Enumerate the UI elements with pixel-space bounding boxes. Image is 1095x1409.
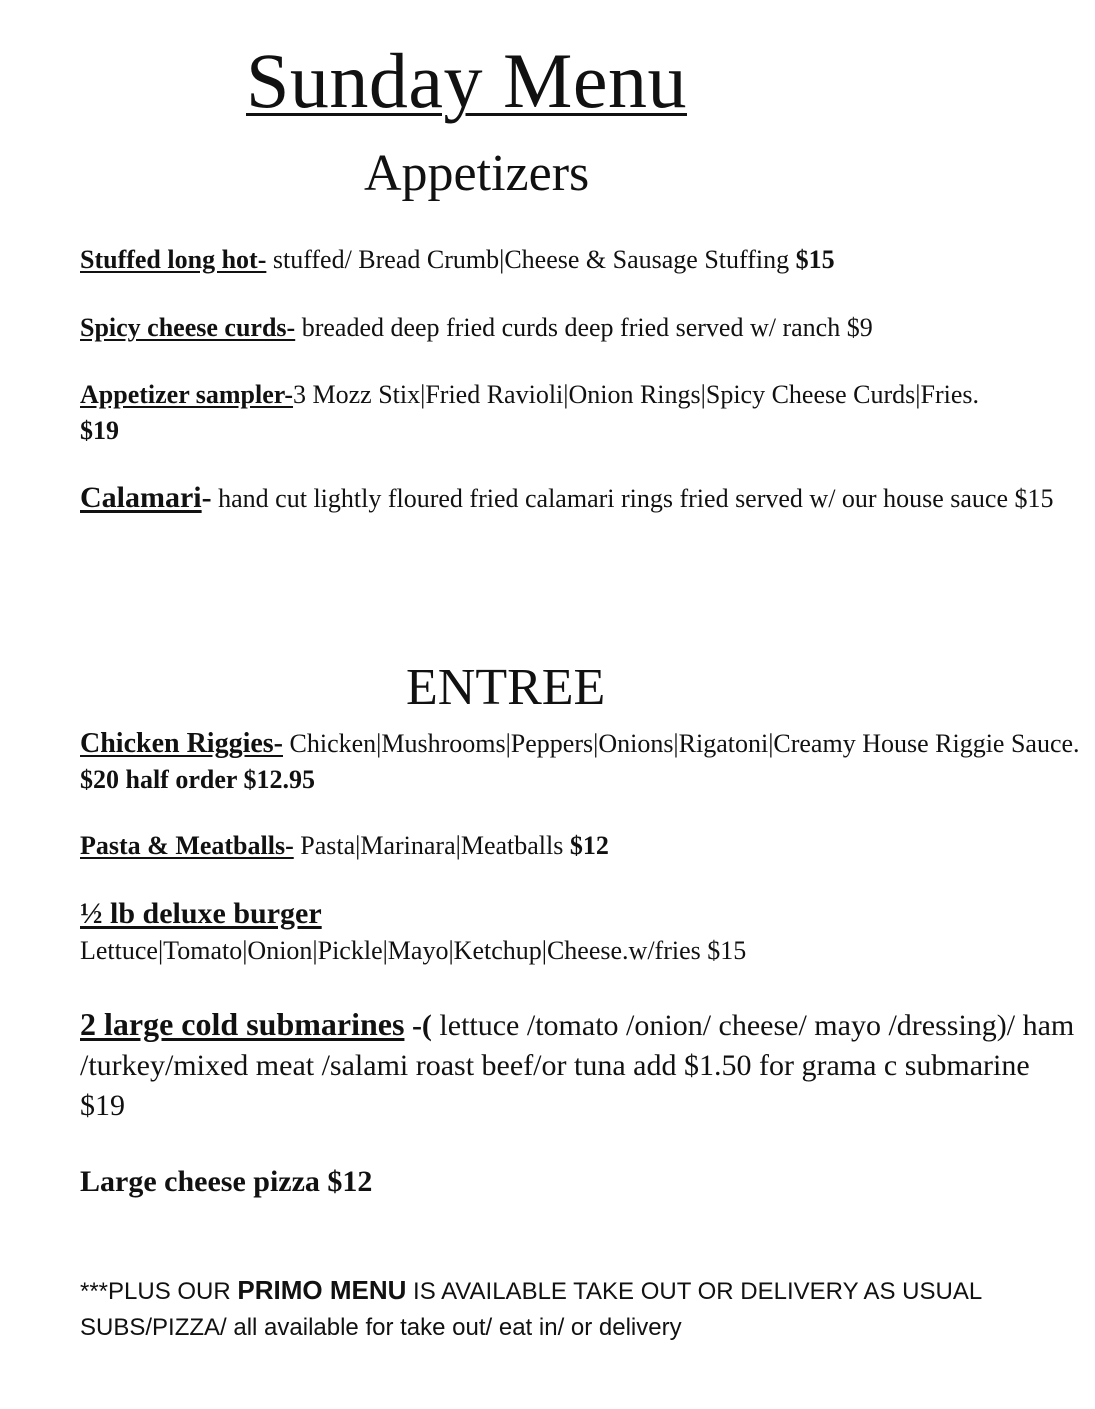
item-dash: -( <box>404 1009 432 1042</box>
menu-item <box>80 1162 1080 1202</box>
menu-item <box>80 377 1080 449</box>
item-price: $20 half order $12.95 <box>80 765 315 794</box>
entree-heading: ENTREE <box>406 659 606 716</box>
item-price: $12 <box>569 831 609 860</box>
footer-highlight: PRIMO MENU <box>237 1275 407 1305</box>
item-price: $15 <box>795 245 835 274</box>
item-desc: hand cut lightly floured fried calamari rings fried served w/ our house sauce $15 <box>211 484 1054 513</box>
footer-suffix: IS AVAILABLE TAKE OUT OR DELIVERY AS USUAL <box>406 1278 983 1305</box>
menu-item <box>80 242 1080 278</box>
item-desc: Chicken|Mushrooms|Peppers|Onions|Rigatoni|Creamy House Riggie Sauce. <box>283 729 1080 758</box>
item-desc: 3 Mozz Stix|Fried Ravioli|Onion Rings|Spicy Cheese Curds|Fries. <box>293 380 979 409</box>
item-desc: breaded deep fried curds deep fried served w/ ranch $9 <box>295 313 873 342</box>
item-name: ½ lb deluxe burger <box>80 897 322 930</box>
item-name: Large cheese pizza $12 <box>80 1165 373 1198</box>
item-name: 2 large cold submarines <box>80 1006 405 1042</box>
appetizers-heading: Appetizers <box>364 145 590 202</box>
item-desc: lettuce /tomato /onion/ cheese/ mayo /dressing)/ ham /turkey/mixed meat /salami roast beef/or tuna add $1.50 for grama c submarine $19 <box>80 1009 1075 1122</box>
page-title: Sunday Menu <box>246 37 687 124</box>
item-name: Appetizer sampler- <box>80 380 294 409</box>
item-desc: stuffed/ Bread Crumb|Cheese & Sausage Stuffing <box>266 245 796 274</box>
menu-item <box>80 896 1080 969</box>
footer-note <box>80 1272 1080 1346</box>
footer-line2: SUBS/PIZZA/ all available for take out/ eat in/ or delivery <box>80 1314 682 1341</box>
item-desc: Lettuce|Tomato|Onion|Pickle|Mayo|Ketchup|Cheese.w/fries $15 <box>80 936 747 965</box>
item-name: Pasta & Meatballs- <box>80 831 294 860</box>
menu-item <box>80 1004 1080 1126</box>
item-price: $19 <box>80 416 119 445</box>
menu-item <box>80 310 1080 346</box>
item-name: Stuffed long hot- <box>80 245 267 274</box>
item-name: Calamari <box>80 481 202 514</box>
menu-item <box>80 726 1080 798</box>
item-dash: - <box>201 481 212 514</box>
footer-prefix: ***PLUS OUR <box>80 1278 238 1305</box>
item-name: Chicken Riggies- <box>80 728 283 759</box>
item-desc: Pasta|Marinara|Meatballs <box>293 831 570 860</box>
menu-item <box>80 828 1080 864</box>
menu-item <box>80 480 1080 517</box>
item-name: Spicy cheese curds- <box>80 313 296 342</box>
